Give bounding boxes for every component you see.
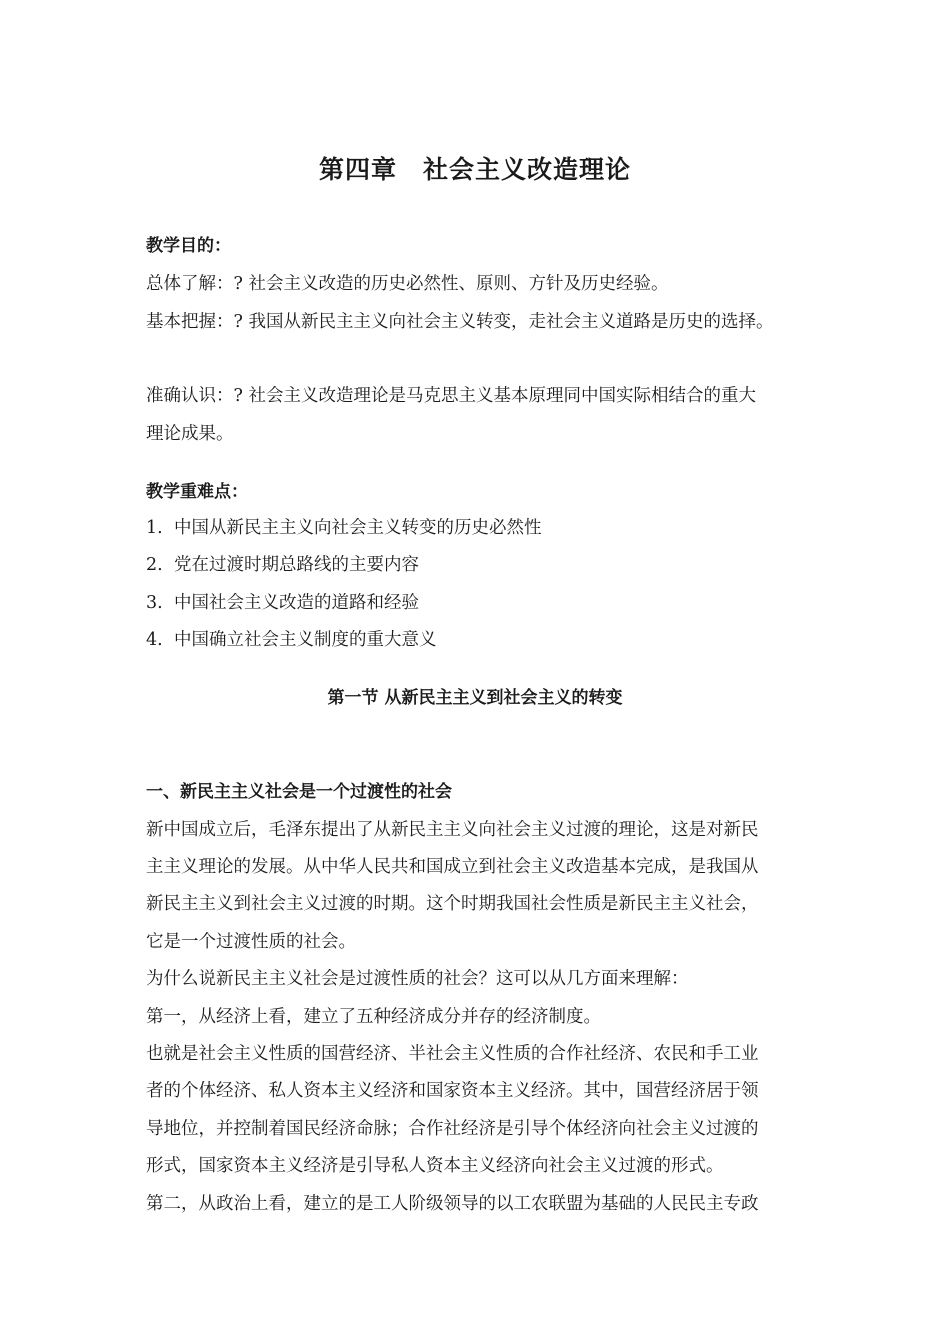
objective-line-2: 基本把握：? 我国从新民主主义向社会主义转变，走社会主义道路是历史的选择。 (146, 312, 774, 332)
body-line: 第一，从经济上看，建立了五种经济成分并存的经济制度。 (146, 1007, 601, 1027)
body-line: 者的个体经济、私人资本主义经济和国家资本主义经济。其中，国营经济居于领 (146, 1081, 759, 1101)
key-point-number: 4. (146, 630, 163, 650)
key-point-item (146, 516, 542, 540)
key-point-item (146, 553, 419, 577)
key-point-number: 3. (146, 593, 163, 613)
key-point-number: 2. (146, 555, 163, 575)
body-line: 形式，国家资本主义经济是引导私人资本主义经济向社会主义过渡的形式。 (146, 1156, 724, 1176)
objective-line-3b: 理论成果。 (146, 424, 234, 444)
body-line: 它是一个过渡性质的社会。 (146, 932, 356, 952)
key-point-item (146, 628, 437, 652)
subsection-title: 一、新民主主义社会是一个过渡性的社会 (146, 782, 452, 802)
body-line: 新民主主义到社会主义过渡的时期。这个时期我国社会性质是新民主主义社会， (146, 894, 759, 914)
key-point-item (146, 591, 419, 615)
chapter-title: 第四章 社会主义改造理论 (318, 155, 631, 184)
body-line: 主主义理论的发展。从中华人民共和国成立到社会主义改造基本完成，是我国从 (146, 857, 759, 877)
body-line: 导地位，并控制着国民经济命脉；合作社经济是引导个体经济向社会主义过渡的 (146, 1119, 759, 1139)
key-point-text: 党在过渡时期总路线的主要内容 (174, 555, 419, 575)
key-point-number: 1. (146, 518, 163, 538)
key-point-text: 中国从新民主主义向社会主义转变的历史必然性 (174, 518, 542, 538)
body-line: 为什么说新民主主义社会是过渡性质的社会？这可以从几方面来理解： (146, 969, 689, 989)
key-point-text: 中国社会主义改造的道路和经验 (174, 593, 419, 613)
body-line: 新中国成立后，毛泽东提出了从新民主主义向社会主义过渡的理论，这是对新民 (146, 820, 759, 840)
key-points-heading: 教学重难点： (146, 482, 248, 502)
objective-line-3a: 准确认识：? 社会主义改造理论是马克思主义基本原理同中国实际相结合的重大 (146, 386, 756, 406)
objectives-heading: 教学目的： (146, 236, 231, 256)
body-line: 也就是社会主义性质的国营经济、半社会主义性质的合作社经济、农民和手工业 (146, 1044, 759, 1064)
section-title: 第一节 从新民主主义到社会主义的转变 (327, 688, 623, 708)
key-point-text: 中国确立社会主义制度的重大意义 (174, 630, 437, 650)
body-line: 第二，从政治上看，建立的是工人阶级领导的以工农联盟为基础的人民民主专政 (146, 1194, 759, 1214)
objective-line-1: 总体了解：? 社会主义改造的历史必然性、原则、方针及历史经验。 (146, 274, 669, 294)
